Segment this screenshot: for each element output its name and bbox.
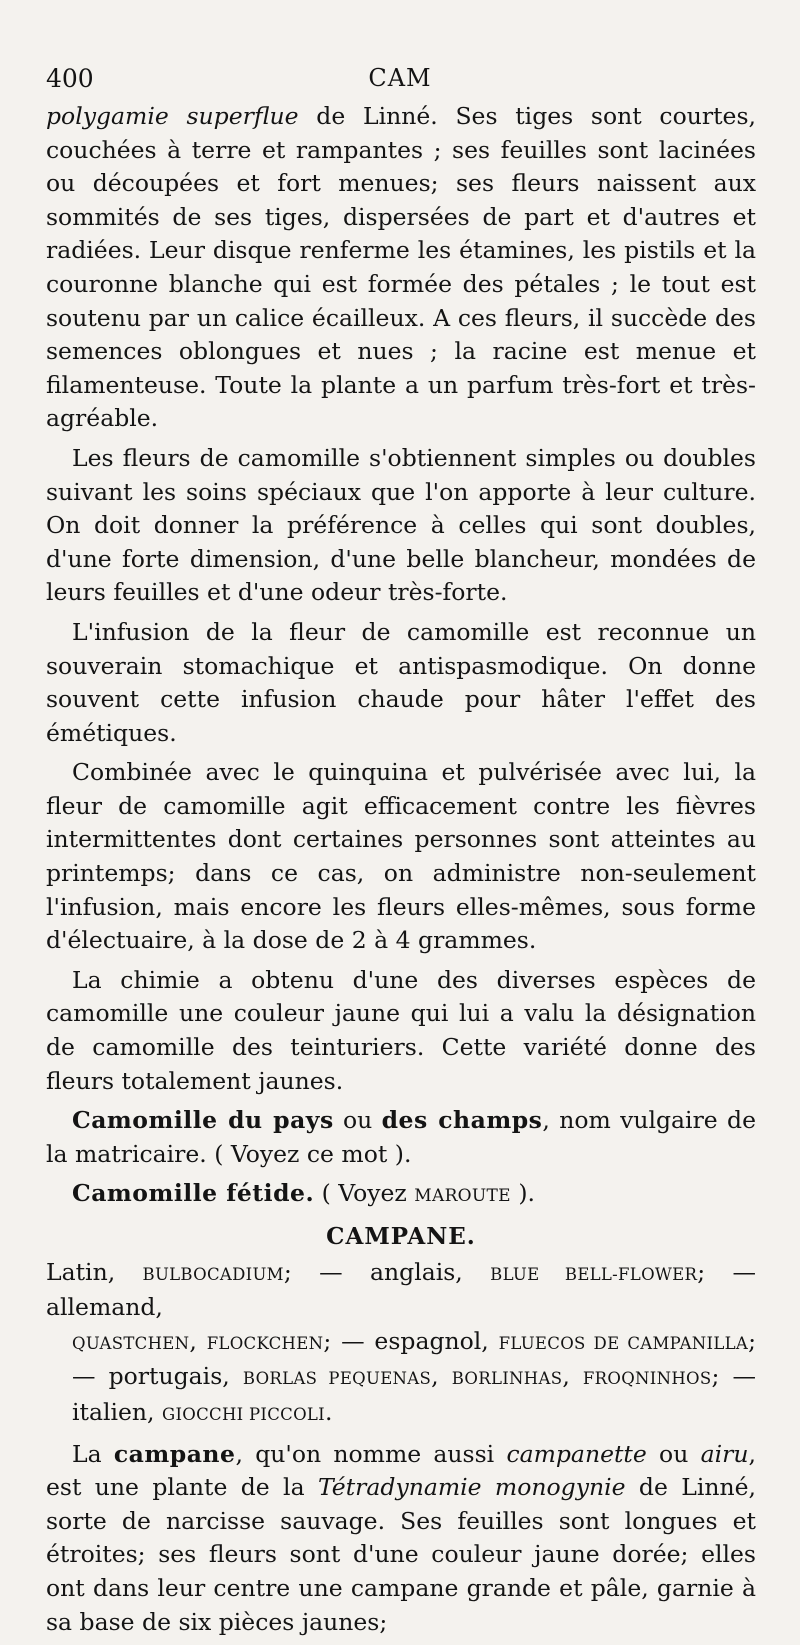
german-name: QUASTCHEN — [72, 1333, 190, 1353]
latin-name: BULBOCADIUM — [142, 1264, 284, 1284]
text-span: , — [431, 1362, 452, 1391]
italic-term: polygamie superflue — [46, 102, 299, 130]
italic-term: campanette — [506, 1439, 647, 1468]
text-span: — portugais, — [72, 1362, 243, 1391]
section-title: CAMPANE. — [326, 1223, 476, 1250]
german-name-alt: FLOCKCHEN — [206, 1333, 324, 1353]
cross-reference: MAROUTE — [414, 1186, 511, 1207]
paragraph-campane — [46, 1438, 756, 1640]
entry-headword: Camomille fétide. — [72, 1179, 315, 1208]
text-span: Latin, — [46, 1257, 143, 1286]
text-span: de Linné, sorte de narcisse sauvage. Ses feuilles sont longues et étroites; ses fleurs sont d'une couleur jaune dorée; elles ont dans leur centre une campane grande et pâle, garnie à sa base de six pièces jaunes; — [46, 1473, 756, 1636]
names-in-languages — [46, 1256, 756, 1432]
paragraph-5: La chimie a obtenu d'une des diverses espèces de camomille une couleur jaune qui lui a valu la désignation de camomille des teinturiers. Cette variété donne des fleurs totalement jaunes. — [46, 965, 756, 1095]
entry-camomille-fetide — [46, 1177, 756, 1214]
text-span: ou — [333, 1106, 382, 1135]
text-span: , — [189, 1326, 207, 1355]
italic-term: Tétradynamie monogynie — [317, 1473, 626, 1502]
entry-headword-alt: des champs — [381, 1106, 543, 1135]
text-span: La — [72, 1439, 114, 1468]
page-number: 400 — [46, 64, 94, 93]
body-text — [46, 100, 756, 1645]
text-span: ). — [510, 1179, 535, 1208]
paragraph-2: Les fleurs de camomille s'obtiennent simples ou doubles suivant les soins spéciaux que l'on apporte à leur culture. On doit donner la préférence à celles qui sont doubles, d'une forte dimension, d'une belle blancheur, mondées de leurs feuilles et d'une odeur très-forte. — [46, 443, 756, 607]
entry-camomille-du-pays — [46, 1104, 756, 1171]
portuguese-name: BORLAS PEQUENAS — [242, 1369, 432, 1389]
running-head: CAM — [368, 64, 432, 92]
page-header — [46, 64, 754, 100]
paragraph-1 — [46, 100, 756, 436]
italian-name: GIOCCHI PICCOLI — [161, 1404, 325, 1424]
italic-term: airu — [700, 1439, 749, 1468]
text-span: ( Voyez — [314, 1179, 415, 1208]
text-span: ; — anglais, — [283, 1257, 491, 1286]
text-span: ; — espagnol, — [323, 1326, 499, 1355]
entry-headword: Camomille du pays — [72, 1106, 334, 1135]
text-span: , nom vulgaire de la matricaire. ( Voyez ce mot ). — [46, 1106, 756, 1168]
spanish-name: FLUECOS DE CAMPANILLA — [498, 1333, 749, 1353]
paragraph-3: L'infusion de la fleur de camomille est reconnue un souverain stomachique et antispasmodique. On donne souvent cette infusion chaude pour hâter l'effet des émétiques. — [46, 617, 756, 747]
text-span: ou — [646, 1439, 701, 1468]
portuguese-name-alt2: FROQNINHOS — [582, 1369, 712, 1389]
text-span: ; — allemand, — [46, 1257, 757, 1322]
text-span: ; — italien, — [72, 1362, 756, 1426]
text-span: de Linné. Ses tiges sont courtes, couchées à terre et rampantes ; ses feuilles sont lacinées ou découpées et fort menues; ses fleurs naissent aux sommités de ses tiges, dispersées de part et d'autres et radiées. Leur disque renferme les étamines, les pistils et la couronne blanche qui est formée des pétales ; le tout est soutenu par un calice écailleux. A ces fleurs, il succède des semences oblongues et nues ; la racine est menue et filamenteuse. Toute la plante a un parfum très-fort et très-agréable. — [46, 102, 756, 433]
text-span: , est une plante de la — [46, 1439, 756, 1502]
portuguese-name-alt: BORLINHAS — [451, 1369, 563, 1389]
paragraph-4: Combinée avec le quinquina et pulvérisée avec lui, la fleur de camomille agit efficacement contre les fièvres intermittentes dont certaines personnes sont atteintes au printemps; dans ce cas, on administre non-seulement l'infusion, mais encore les fleurs elles-mêmes, sous forme d'électuaire, à la dose de 2 à 4 grammes. — [46, 758, 756, 955]
english-name: BLUE BELL-FLOWER — [490, 1264, 698, 1284]
names-continuation — [46, 1325, 756, 1432]
text-span: , qu'on nomme aussi — [235, 1439, 507, 1468]
text-span: , — [562, 1362, 583, 1391]
text-span: ; — [748, 1326, 756, 1355]
entry-headword: campane — [113, 1439, 236, 1468]
text-span: . — [324, 1397, 333, 1426]
